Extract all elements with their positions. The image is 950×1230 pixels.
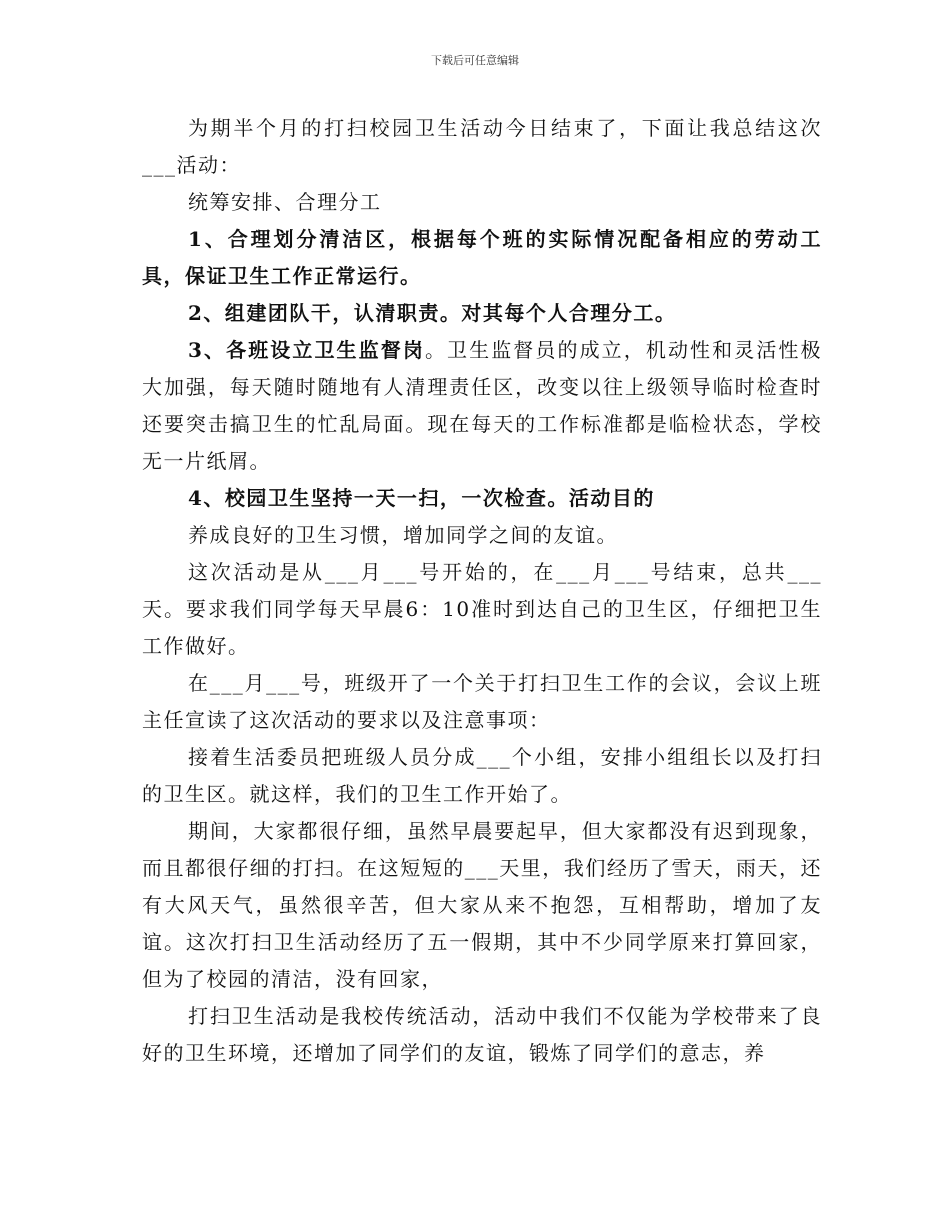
paragraph-schedule: 这次活动是从___月___号开始的，在___月___号结束，总共___天。要求我们同学每天早晨6：10准时到达自己的卫生区，仔细把卫生工作做好。: [142, 560, 822, 658]
paragraph-item-3-lead: 3、各班设立卫生监督岗: [188, 338, 425, 362]
paragraph-item-1: 1、合理划分清洁区，根据每个班的实际情况配备相应的劳动工具，保证卫生工作正常运行。: [142, 227, 822, 288]
paragraph-groups: 接着生活委员把班级人员分成___个小组，安排小组组长以及打扫的卫生区。就这样，我们的卫生工作开始了。: [142, 745, 822, 806]
paragraph-period: 期间，大家都很仔细，虽然早晨要起早，但大家都没有迟到现象，而且都很仔细的打扫。在这短短的___天里，我们经历了雪天，雨天，还有大风天气，虽然很辛苦，但大家从来不抱怨，互相帮助，增加了友谊。这次打扫卫生活动经历了五一假期，其中不少同学原来打算回家，但为了校园的清洁，没有回家，: [142, 819, 822, 991]
paragraph-item-2: 2、组建团队干，认清职责。对其每个人合理分工。: [188, 301, 677, 325]
document-body: [142, 110, 822, 1072]
paragraph-intro: 为期半个月的打扫校园卫生活动今日结束了，下面让我总结这次___活动：: [142, 116, 822, 177]
paragraph-conclusion: 打扫卫生活动是我校传统活动，活动中我们不仅能为学校带来了良好的卫生环境，还增加了同学们的友谊，锻炼了同学们的意志，养: [142, 1004, 822, 1065]
paragraph-section-heading: 统筹安排、合理分工: [188, 190, 382, 214]
paragraph-meeting: 在___月___号，班级开了一个关于打扫卫生工作的会议，会议上班主任宣读了这次活动的要求以及注意事项：: [142, 671, 822, 732]
paragraph-item-3-body: 。卫生监督员的成立，机动性和灵活性极大加强，每天随时随地有人清理责任区，改变以往上级领导临时检查时还要突击搞卫生的忙乱局面。现在每天的工作标准都是临检状态，学校无一片纸屑。: [142, 338, 823, 473]
page-header: 下载后可任意编辑: [431, 54, 519, 67]
paragraph-item-4: 4、校园卫生坚持一天一扫，一次检查。活动目的: [188, 486, 655, 510]
paragraph-item-3: [142, 332, 822, 480]
paragraph-goal: 养成良好的卫生习惯，增加同学之间的友谊。: [188, 523, 618, 547]
